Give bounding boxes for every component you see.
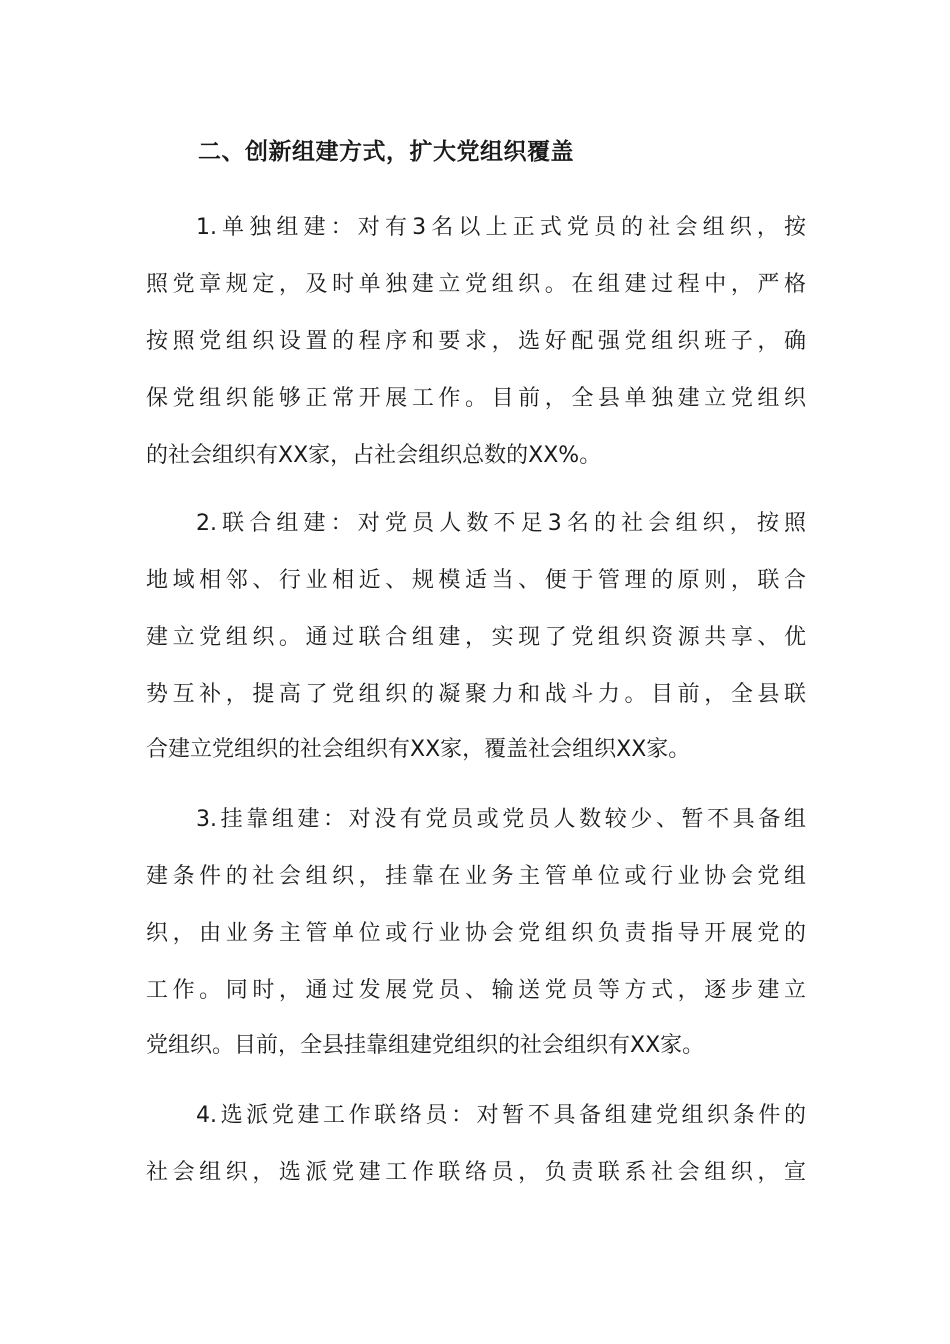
paragraph-line: 地域相邻、行业相近、规模适当、便于管理的原则，联合 — [146, 568, 806, 593]
paragraph-line: 按照党组织设置的程序和要求，选好配强党组织班子，确 — [146, 329, 806, 354]
paragraph-line: 合建立党组织的社会组织有XX家，覆盖社会组织XX家。 — [146, 737, 691, 762]
paragraph-line: 照党章规定，及时单独建立党组织。在组建过程中，严格 — [146, 272, 806, 297]
paragraph-line: 4.选派党建工作联络员：对暂不具备组建党组织条件的 — [196, 1103, 806, 1128]
paragraph-line: 工作。同时，通过发展党员、输送党员等方式，逐步建立 — [146, 978, 806, 1003]
paragraph-line: 建立党组织。通过联合组建，实现了党组织资源共享、优 — [146, 625, 806, 650]
paragraph-line: 势互补，提高了党组织的凝聚力和战斗力。目前，全县联 — [146, 682, 806, 707]
paragraph-line: 3.挂靠组建：对没有党员或党员人数较少、暂不具备组 — [196, 807, 806, 832]
paragraph-line: 的社会组织有XX家，占社会组织总数的XX%。 — [146, 443, 602, 468]
paragraph-line: 织，由业务主管单位或行业协会党组织负责指导开展党的 — [146, 921, 806, 946]
paragraph-line: 建条件的社会组织，挂靠在业务主管单位或行业协会党组 — [146, 864, 806, 889]
paragraph-line: 保党组织能够正常开展工作。目前，全县单独建立党组织 — [146, 386, 806, 411]
section-heading: 二、创新组建方式，扩大党组织覆盖 — [198, 139, 574, 165]
paragraph-line: 社会组织，选派党建工作联络员，负责联系社会组织，宣 — [146, 1160, 806, 1185]
paragraph-line: 2.联合组建：对党员人数不足3名的社会组织，按照 — [196, 511, 806, 536]
paragraph-line: 1.单独组建：对有3名以上正式党员的社会组织，按 — [196, 215, 806, 240]
paragraph-line: 党组织。目前，全县挂靠组建党组织的社会组织有XX家。 — [146, 1033, 705, 1058]
